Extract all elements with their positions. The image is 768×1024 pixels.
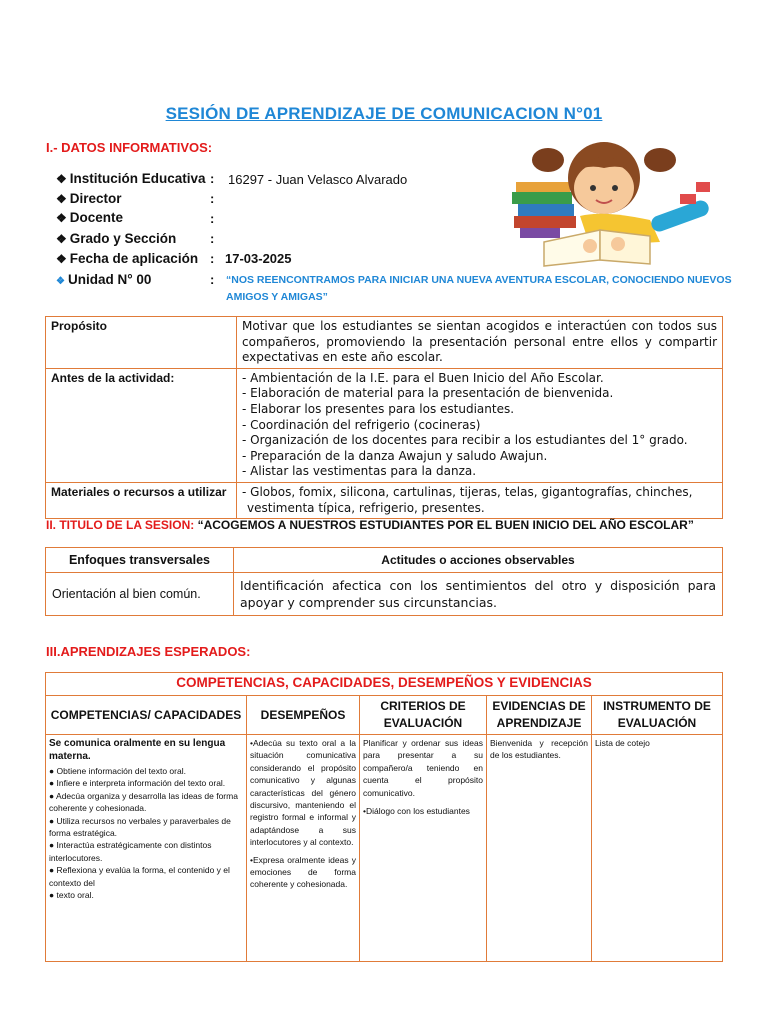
info-row-fecha xyxy=(56,249,198,269)
diamond-bullet-icon: ❖ xyxy=(56,172,67,186)
antes-label: Antes de la actividad: xyxy=(46,368,237,482)
table-header-row xyxy=(46,696,723,735)
list-item: ● Obtiene información del texto oral. xyxy=(49,766,186,776)
list-item: - Elaboración de material para la presentación de bienvenida. xyxy=(242,386,614,401)
list-item: - Alistar las vestimentas para la danza. xyxy=(242,464,477,479)
titulo-sesion xyxy=(46,518,694,532)
info-label: Institución Educativa xyxy=(69,171,206,186)
criterios-cell xyxy=(360,735,487,962)
materiales-label: Materiales o recursos a utilizar xyxy=(46,482,237,518)
info-row-docente xyxy=(56,208,123,228)
table-row xyxy=(46,482,723,518)
list-item: •Diálogo con los estudiantes xyxy=(363,806,470,817)
col-header-desempenos: DESEMPEÑOS xyxy=(247,696,360,735)
competencias-table xyxy=(45,672,723,962)
table-header-row xyxy=(46,548,723,573)
page-title: SESIÓN DE APRENDIZAJE DE COMUNICACION N°01 xyxy=(165,104,603,123)
proposito-text: Motivar que los estudiantes se sientan acogidos e interactúen con todos sus compañeros, promoviendo la presentación personal entre ellos y compartir expectativas en este año escolar. xyxy=(237,317,723,369)
girl-reading-illustration xyxy=(500,138,730,273)
table-row xyxy=(46,573,723,616)
list-item: ● Infiere e interpreta información del texto oral. xyxy=(49,778,226,789)
info-label: Unidad N° 00 xyxy=(67,272,152,287)
info-value-institucion: 16297 - Juan Velasco Alvarado xyxy=(228,172,408,187)
enfoques-header: Enfoques transversales xyxy=(46,548,234,573)
colon: : xyxy=(210,171,215,186)
proposito-table xyxy=(45,316,723,519)
col-header-competencias: COMPETENCIAS/ CAPACIDADES xyxy=(46,696,247,735)
list-item: Planificar y ordenar sus ideas para presentar a su compañero/a teniendo en cuenta el propósito comunicativo. xyxy=(363,738,483,798)
info-value-unidad: “NOS REENCONTRAMOS PARA INICIAR UNA NUEVA AVENTURA ESCOLAR, CONOCIENDO NUEVOS AMIGOS Y AMIGAS” xyxy=(226,274,732,303)
table-row xyxy=(46,317,723,369)
list-item: ● texto oral. xyxy=(49,890,94,901)
col-header-evidencias: EVIDENCIAS DE APRENDIZAJE xyxy=(487,696,592,735)
antes-list xyxy=(237,368,723,482)
diamond-bullet-icon: ❖ xyxy=(56,211,67,225)
colon: : xyxy=(210,191,215,206)
col-header-instrumento: INSTRUMENTO DE EVALUACIÓN xyxy=(592,696,723,735)
list-item: •Expresa oralmente ideas y emociones de forma coherente y cohesionada. xyxy=(250,854,356,890)
colon: : xyxy=(210,211,215,226)
info-value-fecha: 17-03-2025 xyxy=(225,251,292,266)
table-caption-row xyxy=(46,673,723,696)
list-item: ● Interactúa estratégicamente con distintos interlocutores. xyxy=(49,840,212,863)
diamond-bullet-icon: ❖ xyxy=(56,252,67,266)
list-item: - Preparación de la danza Awajun y saludo Awajun. xyxy=(242,448,548,463)
info-row-director xyxy=(56,189,122,209)
list-item: - Elaborar los presentes para los estudiantes. xyxy=(242,401,515,416)
enfoque-cell: Orientación al bien común. xyxy=(46,573,234,616)
instrumento-cell: Lista de cotejo xyxy=(592,735,723,962)
info-label: Director xyxy=(69,191,122,206)
table-row xyxy=(46,735,723,962)
titulo-sesion-value: “ACOGEMOS A NUESTROS ESTUDIANTES POR EL BUEN INICIO DEL AÑO ESCOLAR” xyxy=(197,518,694,532)
col-header-criterios: CRITERIOS DE EVALUACIÓN xyxy=(360,696,487,735)
info-label: Docente xyxy=(69,210,124,225)
actitud-cell: Identificación afectica con los sentimientos del otro y disposición para apoyar y comprender sus circunstancias. xyxy=(234,573,723,616)
list-item: ● Adecúa organiza y desarrolla las ideas de forma coherente y cohesionada. xyxy=(49,790,238,814)
actitudes-header: Actitudes o acciones observables xyxy=(234,548,723,573)
info-row-unidad xyxy=(56,270,151,290)
list-item: - Coordinación del refrigerio (cocineras) xyxy=(242,417,481,432)
list-item: ● Reflexiona y evalúa la forma, el contenido y el contexto del xyxy=(49,865,230,888)
colon: : xyxy=(210,251,215,266)
info-row-grado xyxy=(56,229,176,249)
info-label: Grado y Sección xyxy=(69,231,177,246)
list-item: - Ambientación de la I.E. para el Buen Inicio del Año Escolar. xyxy=(242,370,604,385)
info-label: Fecha de aplicación xyxy=(69,251,199,266)
list-item: ● Utiliza recursos no verbales y paraverbales de forma estratégica. xyxy=(49,815,231,839)
section-datos-informativos: I.- DATOS INFORMATIVOS: xyxy=(46,140,213,155)
section-aprendizajes: III.APRENDIZAJES ESPERADOS: xyxy=(46,644,251,659)
small-diamond-bullet-icon: ❖ xyxy=(56,276,65,287)
competencias-caption: COMPETENCIAS, CAPACIDADES, DESEMPEÑOS Y EVIDENCIAS xyxy=(46,673,723,696)
proposito-label: Propósito xyxy=(46,317,237,369)
desempenos-cell xyxy=(247,735,360,962)
list-item: - Organización de los docentes para recibir a los estudiantes del 1° grado. xyxy=(242,433,688,448)
diamond-bullet-icon: ❖ xyxy=(56,232,67,246)
colon: : xyxy=(210,272,215,287)
diamond-bullet-icon: ❖ xyxy=(56,192,67,206)
enfoques-table xyxy=(45,547,723,616)
competencias-cell xyxy=(46,735,247,962)
competencia-title: Se comunica oralmente en su lengua materna. xyxy=(49,738,226,762)
materiales-text: - Globos, fomix, silicona, cartulinas, tijeras, telas, gigantografías, chinches, vestimenta típica, refrigerio, presentes. xyxy=(237,482,723,518)
table-row xyxy=(46,368,723,482)
list-item: •Adecúa su texto oral a la situación comunicativa considerando el propósito comunicativo y algunas características del género discursivo, manteniendo el registro formal e informal y adaptándose a sus interlocutores y al contexto. xyxy=(250,738,356,848)
evidencias-cell: Bienvenida y recepción de los estudiantes. xyxy=(487,735,592,962)
titulo-sesion-label: II. TITULO DE LA SESION: xyxy=(46,518,195,532)
info-row-institucion xyxy=(56,169,206,189)
colon: : xyxy=(210,231,215,246)
